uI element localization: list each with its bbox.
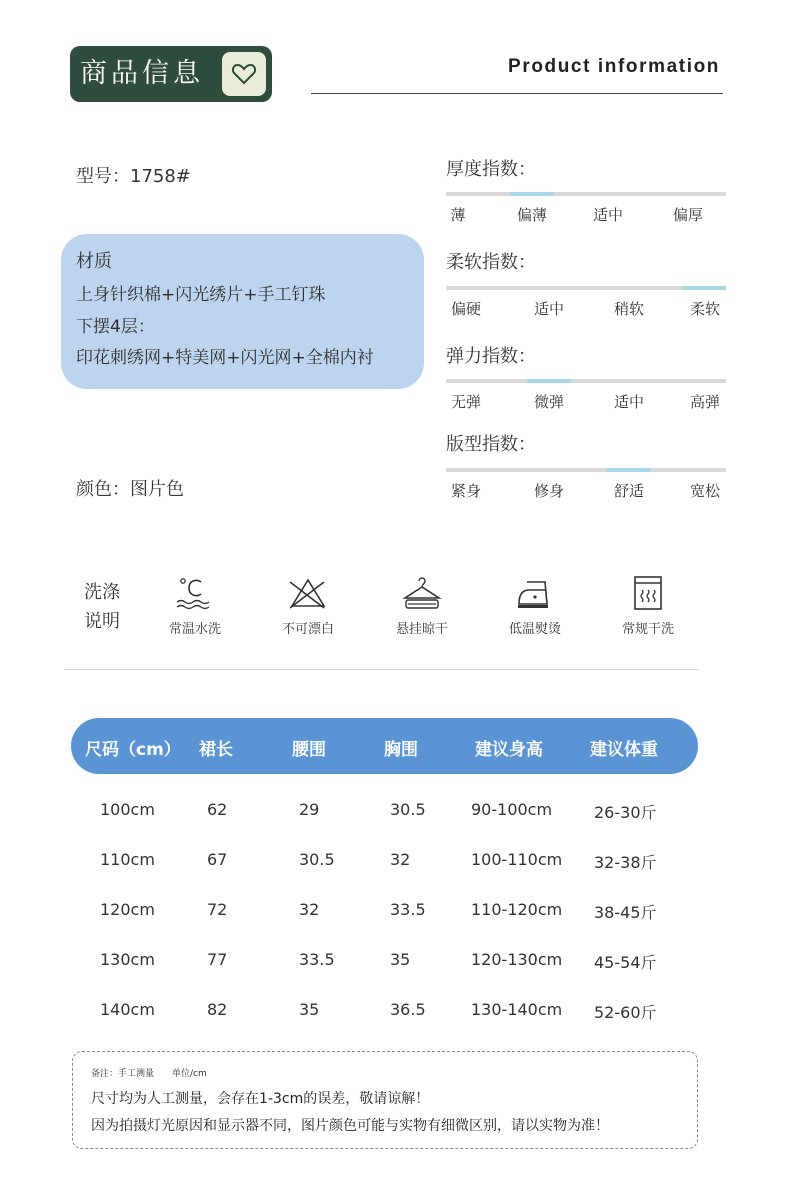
color-info: 颜色：图片色 — [76, 479, 184, 500]
table-cell: 35 — [390, 950, 411, 969]
model-number: 型号：1758# — [76, 166, 191, 187]
table-cell: 110cm — [100, 850, 155, 869]
table-cell: 90-100cm — [471, 800, 553, 819]
material-line: 上身针织棉+闪光绣片+手工钉珠 — [76, 285, 326, 305]
table-cell: 30.5 — [390, 800, 426, 819]
index-title: 柔软指数： — [446, 252, 536, 273]
index-selected-marker — [607, 468, 651, 472]
index-option: 偏硬 — [450, 300, 481, 318]
page-title: 商品信息 — [80, 58, 204, 89]
table-header-cell: 建议身高 — [475, 740, 543, 760]
table-cell: 130-140cm — [471, 1000, 563, 1019]
table-cell: 100-110cm — [471, 850, 563, 869]
index-selected-marker — [510, 192, 554, 196]
size-table-header — [71, 718, 698, 774]
table-cell: 35 — [299, 1000, 320, 1019]
material-line: 下摆4层： — [76, 317, 155, 337]
table-cell: 45-54斤 — [594, 953, 657, 972]
table-cell: 38-45斤 — [594, 903, 657, 922]
wash-label: 悬挂晾干 — [395, 622, 448, 637]
table-cell: 110-120cm — [471, 900, 563, 919]
note-line: 因为拍摄灯光原因和显示器不同，图片颜色可能与实物有细微区别，请以实物为准！ — [91, 1118, 609, 1134]
index-option: 偏厚 — [672, 206, 703, 224]
table-cell: 100cm — [100, 800, 155, 819]
index-option: 微弹 — [533, 393, 564, 411]
table-cell: 32-38斤 — [594, 853, 657, 872]
low-temp-iron-icon — [513, 576, 557, 610]
table-cell: 82 — [207, 1000, 228, 1019]
index-option: 宽松 — [689, 482, 720, 500]
index-option: 舒适 — [613, 482, 644, 500]
index-title: 厚度指数： — [446, 159, 536, 180]
index-option: 适中 — [592, 206, 623, 224]
table-cell: 33.5 — [390, 900, 426, 919]
table-cell: 120cm — [100, 900, 155, 919]
index-scale-bar — [446, 192, 726, 196]
index-option: 适中 — [613, 393, 644, 411]
index-option: 稍软 — [613, 300, 644, 318]
index-scale-bar — [446, 379, 726, 383]
table-header-cell: 裙长 — [199, 740, 233, 760]
material-title: 材质 — [76, 251, 112, 272]
note-heading: 备注：手工测量 单位/cm — [91, 1069, 207, 1079]
note-line: 尺寸均为人工测量，会存在1-3cm的误差，敬请谅解！ — [91, 1091, 430, 1107]
title-badge — [70, 46, 272, 102]
wash-label: 不可漂白 — [281, 622, 334, 637]
table-cell: 130cm — [100, 950, 155, 969]
header-divider — [311, 93, 723, 94]
wash-item — [377, 576, 467, 637]
note-box — [72, 1051, 698, 1149]
index-title: 弹力指数： — [446, 346, 536, 367]
material-box — [61, 234, 424, 389]
wash-label: 常规干洗 — [621, 622, 674, 637]
table-cell: 120-130cm — [471, 950, 563, 969]
material-line: 印花刺绣网+特美网+闪光网+全棉内衬 — [76, 348, 374, 368]
wash-label: 常温水洗 — [168, 622, 221, 637]
table-cell: 29 — [299, 800, 320, 819]
table-cell: 67 — [207, 850, 228, 869]
wash-item — [263, 576, 353, 637]
wash-item — [150, 576, 240, 637]
table-cell: 77 — [207, 950, 228, 969]
index-title: 版型指数： — [446, 434, 536, 455]
table-header-cell: 腰围 — [292, 740, 326, 760]
index-selected-marker — [527, 379, 571, 383]
hang-dry-icon — [400, 576, 444, 610]
table-cell: 26-30斤 — [594, 803, 657, 822]
table-header-cell: 建议体重 — [590, 740, 658, 760]
wash-item — [603, 576, 693, 637]
index-option: 高弹 — [689, 393, 720, 411]
page-subtitle: Product information — [508, 56, 720, 77]
table-header-cell: 胸围 — [384, 740, 418, 760]
index-scale-bar — [446, 286, 726, 290]
table-cell: 72 — [207, 900, 228, 919]
index-scale-bar — [446, 468, 726, 472]
index-option: 修身 — [533, 482, 564, 500]
index-option: 薄 — [450, 206, 466, 224]
table-cell: 62 — [207, 800, 228, 819]
wash-label: 低温熨烫 — [508, 622, 561, 637]
table-cell: 52-60斤 — [594, 1003, 657, 1022]
index-option: 适中 — [533, 300, 564, 318]
table-cell: 30.5 — [299, 850, 335, 869]
table-cell: 33.5 — [299, 950, 335, 969]
index-option: 柔软 — [689, 300, 720, 318]
wash-title: 说明 — [84, 611, 120, 632]
index-selected-marker — [682, 286, 726, 290]
no-bleach-icon — [286, 576, 330, 610]
index-option: 偏薄 — [516, 206, 547, 224]
table-cell: 32 — [299, 900, 320, 919]
table-cell: 32 — [390, 850, 411, 869]
heart-icon — [222, 52, 266, 96]
section-divider — [65, 669, 699, 670]
index-option: 无弹 — [450, 393, 481, 411]
table-cell: 140cm — [100, 1000, 155, 1019]
dry-clean-icon — [626, 576, 670, 610]
index-option: 紧身 — [450, 482, 481, 500]
wash-title: 洗涤 — [84, 582, 120, 603]
wash-item — [490, 576, 580, 637]
table-header-cell: 尺码（cm） — [85, 740, 181, 760]
normal-temp-wash-icon — [173, 576, 217, 610]
table-cell: 36.5 — [390, 1000, 426, 1019]
